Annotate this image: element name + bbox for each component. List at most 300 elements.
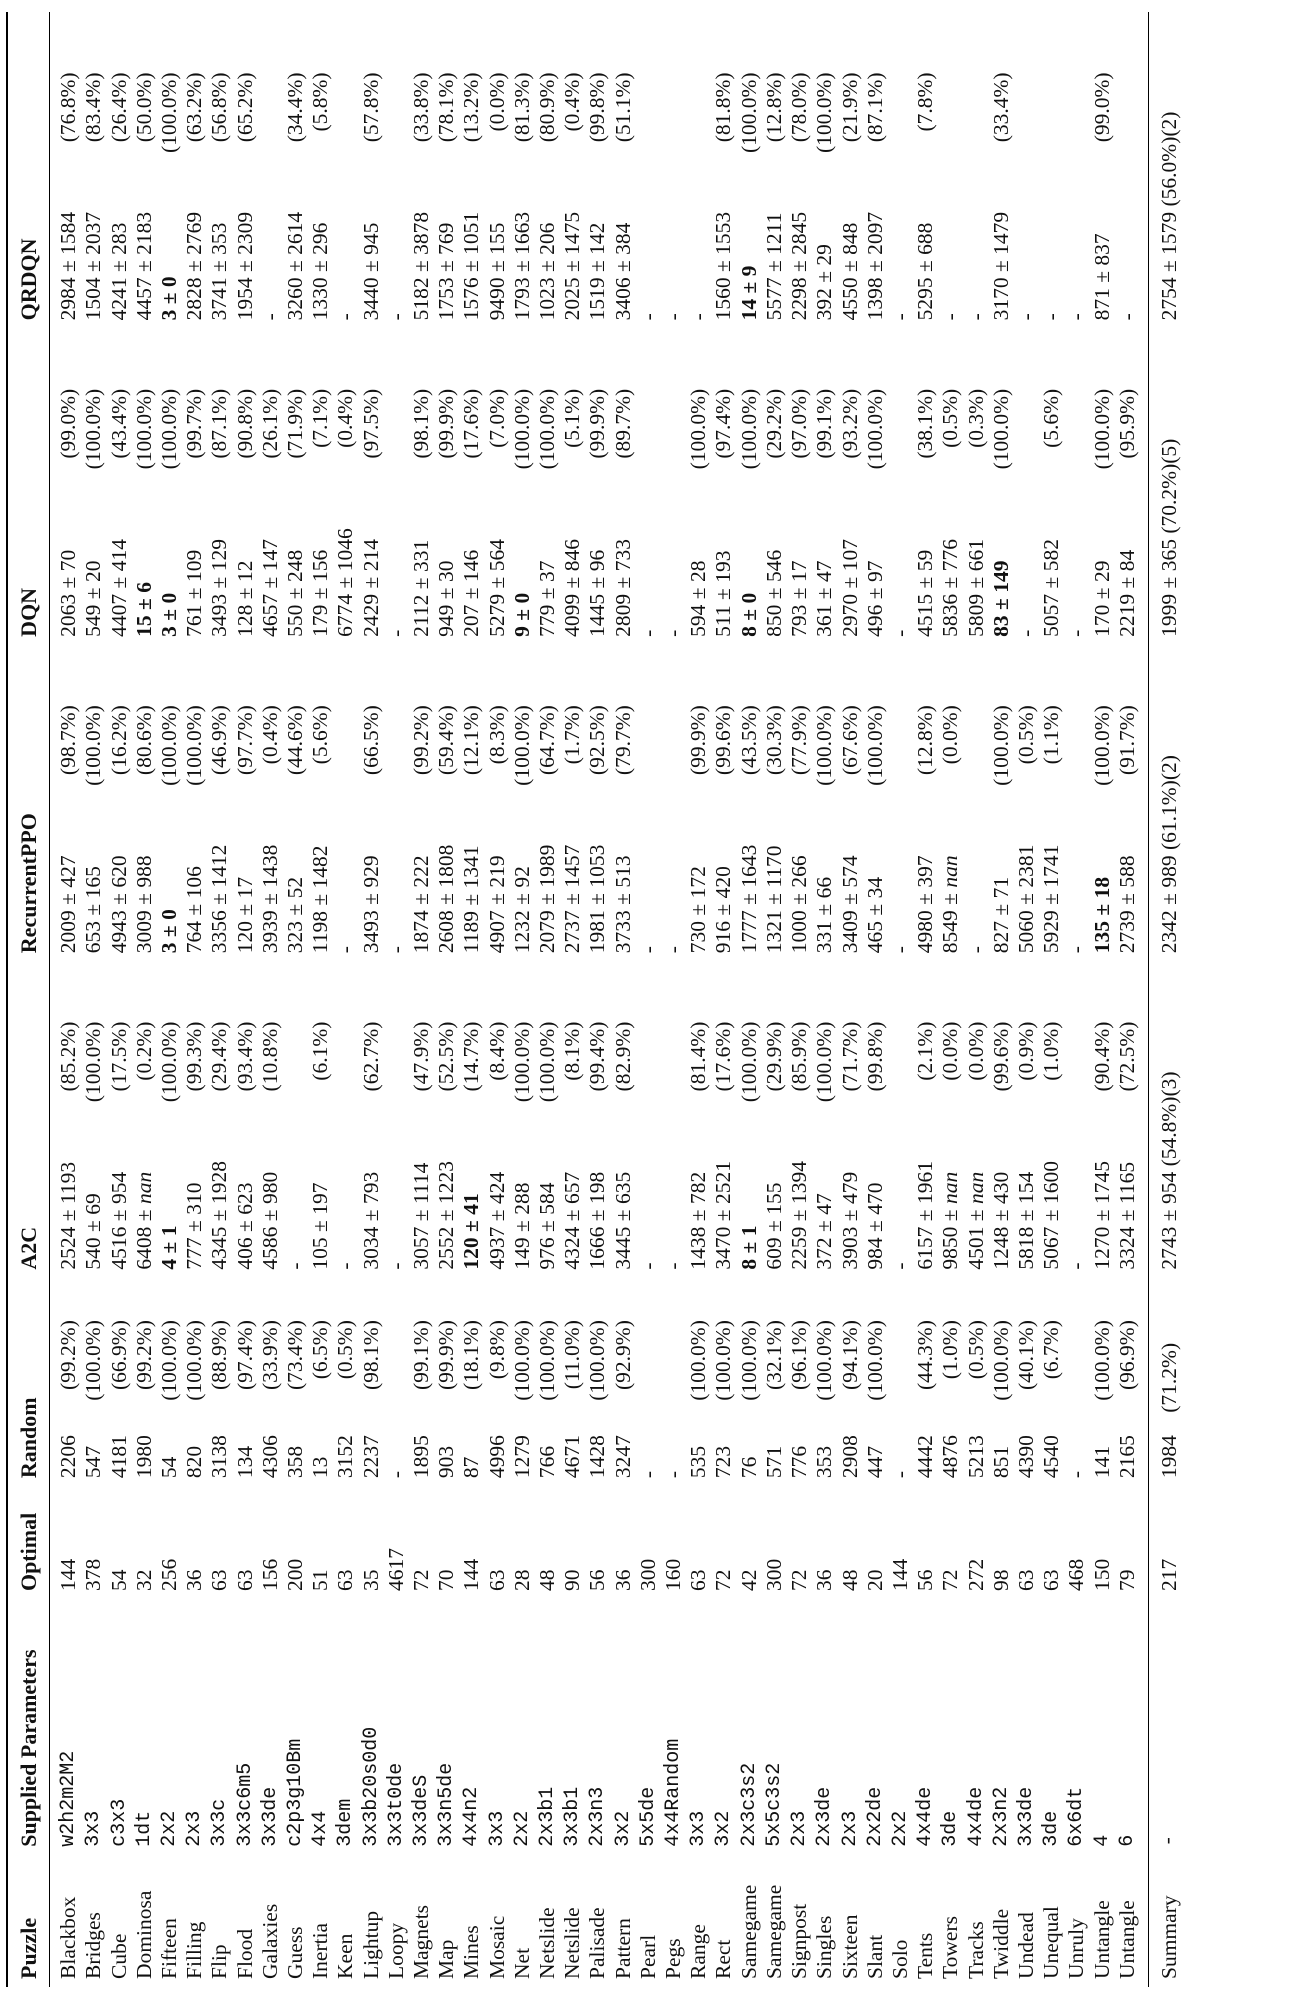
cell-dqn	[737, 328, 762, 644]
cell-optimal: 56	[585, 1569, 610, 1592]
cell-random: 535(100.0%)	[686, 1320, 711, 1479]
recurrentppo-mean-std: 135 ± 18	[1089, 876, 1114, 954]
dqn-success-rate: (29.2%)	[761, 388, 786, 459]
cell-dqn	[258, 328, 283, 644]
dqn-mean-std: -	[635, 629, 660, 637]
table-row	[107, 12, 132, 1987]
cell-qrdqn	[50, 12, 82, 328]
cell-dqn	[686, 328, 711, 644]
cell-a2c	[535, 961, 560, 1277]
dqn-success-rate: (99.9%)	[585, 388, 610, 459]
a2c-success-rate: (14.7%)	[459, 1021, 484, 1092]
table-row	[510, 12, 535, 1987]
cell-optimal: 54	[106, 1569, 131, 1592]
cell-puzzle: Samegame	[736, 1884, 761, 1979]
recurrentppo-success-rate: (16.2%)	[106, 705, 131, 776]
dqn-success-rate: (100.0%)	[81, 388, 106, 470]
a2c-success-rate: (85.2%)	[56, 1021, 81, 1092]
cell-qrdqn	[989, 12, 1014, 328]
a2c-mean-std: 540 ± 69	[81, 1193, 106, 1270]
table-row	[913, 12, 938, 1987]
dqn-mean-std: 949 ± 30	[434, 560, 459, 637]
cell-a2c	[560, 961, 585, 1277]
cell-recurrentppo	[333, 645, 358, 961]
a2c-mean-std: -	[887, 1262, 912, 1270]
cell-random: 3138(88.9%)	[207, 1320, 232, 1479]
a2c-mean-std: 1666 ± 198	[585, 1171, 610, 1270]
a2c-success-rate: (93.4%)	[232, 1021, 257, 1092]
qrdqn-mean-std: 1576 ± 1051	[459, 211, 484, 321]
cell-qrdqn	[812, 12, 837, 328]
dqn-mean-std: 2063 ± 70	[56, 549, 81, 637]
cell-qrdqn	[359, 12, 384, 328]
qrdqn-mean-std: 3741 ± 353	[207, 222, 232, 321]
qrdqn-success-rate: (0.0%)	[484, 72, 509, 132]
cell-dqn	[585, 328, 610, 644]
dqn-mean-std: 550 ± 248	[283, 549, 308, 637]
qrdqn-success-rate: (33.4%)	[988, 72, 1013, 143]
cell-a2c	[661, 961, 686, 1277]
cell-a2c	[938, 961, 963, 1277]
cell-a2c	[207, 961, 232, 1277]
cell-params: 2x3c3s2	[737, 1762, 761, 1847]
qrdqn-mean-std: -	[661, 313, 686, 321]
cell-dqn	[107, 328, 132, 644]
cell-random: 547(100.0%)	[81, 1320, 106, 1479]
qrdqn-mean-std: -	[1114, 313, 1139, 321]
cell-optimal: 42	[736, 1569, 761, 1592]
cell-params: 3x3	[485, 1810, 509, 1847]
qrdqn-success-rate: (5.8%)	[308, 72, 333, 132]
qrdqn-mean-std: -	[1039, 313, 1064, 321]
table-row	[1014, 12, 1039, 1987]
cell-params: 3de	[939, 1810, 963, 1847]
recurrentppo-success-rate: (100.0%)	[182, 705, 207, 786]
dqn-success-rate: (0.4%)	[333, 388, 358, 448]
cell-dqn	[535, 328, 560, 644]
recurrentppo-mean-std: 1232 ± 92	[509, 866, 534, 954]
cell-recurrentppo	[1090, 645, 1115, 961]
table-row	[333, 12, 358, 1987]
qrdqn-mean-std: 871 ± 837	[1089, 233, 1114, 321]
recurrentppo-mean-std: 730 ± 172	[686, 866, 711, 954]
cell-dqn	[510, 328, 535, 644]
dqn-mean-std: 1445 ± 96	[585, 549, 610, 637]
qrdqn-mean-std: 1793 ± 1663	[509, 211, 534, 321]
cell-puzzle: Solo	[887, 1939, 912, 1979]
a2c-mean-std: 4345 ± 1928	[207, 1161, 232, 1270]
recurrentppo-mean-std: -	[661, 946, 686, 954]
dqn-success-rate: (100.0%)	[686, 388, 711, 470]
recurrentppo-success-rate: (79.7%)	[610, 705, 635, 776]
dqn-mean-std: -	[661, 629, 686, 637]
recurrentppo-success-rate: (12.8%)	[913, 705, 938, 776]
dqn-mean-std: 793 ± 17	[787, 560, 812, 637]
cell-random: -	[661, 1470, 686, 1479]
cell-puzzle: Untangle	[1114, 1900, 1139, 1979]
cell-qrdqn	[485, 12, 510, 328]
cell-optimal: 48	[837, 1569, 862, 1592]
table-row	[485, 12, 510, 1987]
summary-body	[1148, 12, 1188, 1987]
cell-qrdqn	[535, 12, 560, 328]
cell-recurrentppo	[207, 645, 232, 961]
cell-recurrentppo	[812, 645, 837, 961]
cell-a2c	[182, 961, 207, 1277]
cell-optimal: 4617	[383, 1548, 408, 1592]
dqn-success-rate: (7.0%)	[484, 388, 509, 448]
dqn-mean-std: 5279 ± 564	[484, 539, 509, 637]
cell-optimal: 98	[988, 1569, 1013, 1592]
recurrentppo-success-rate: (1.7%)	[560, 705, 585, 765]
cell-a2c	[913, 961, 938, 1277]
table-row	[838, 12, 863, 1987]
cell-dqn	[384, 328, 409, 644]
table-row	[611, 12, 636, 1987]
qrdqn-mean-std: 2984 ± 1584	[56, 211, 81, 321]
recurrentppo-mean-std: 3356 ± 1412	[207, 844, 232, 954]
cell-optimal: 36	[812, 1569, 837, 1592]
header-row	[10, 12, 50, 1987]
cell-recurrentppo	[888, 645, 913, 961]
qrdqn-mean-std: 3440 ± 945	[358, 222, 383, 321]
cell-dqn	[1064, 328, 1089, 644]
table-row	[182, 12, 207, 1987]
dqn-success-rate: (26.1%)	[257, 388, 282, 459]
cell-random: 353(100.0%)	[812, 1320, 837, 1479]
recurrentppo-mean-std: -	[887, 946, 912, 954]
dqn-mean-std: 5057 ± 582	[1039, 539, 1064, 637]
recurrentppo-mean-std: 331 ± 66	[812, 876, 837, 954]
table-row	[762, 12, 787, 1987]
cell-random: 4876(1.0%)	[938, 1320, 963, 1479]
qrdqn-mean-std: 392 ± 29	[812, 244, 837, 321]
a2c-mean-std: 6408 ± nan	[131, 1171, 156, 1270]
cell-dqn	[50, 328, 82, 644]
cell-a2c	[50, 961, 82, 1277]
cell-recurrentppo	[233, 645, 258, 961]
cell-random: -	[1064, 1470, 1089, 1479]
cell-a2c	[510, 961, 535, 1277]
cell-random: 447(100.0%)	[862, 1320, 887, 1479]
cell-puzzle: Rect	[711, 1939, 736, 1979]
summary-qrdqn: 2754 ± 1579 (56.0%)(2)	[1156, 111, 1181, 321]
cell-qrdqn	[308, 12, 333, 328]
cell-params: 2x3	[788, 1810, 812, 1847]
cell-puzzle: Fifteen	[157, 1918, 182, 1979]
cell-params: 4x4de	[964, 1786, 988, 1847]
cell-puzzle: Cube	[106, 1933, 131, 1979]
cell-a2c	[258, 961, 283, 1277]
dqn-success-rate: (89.7%)	[610, 388, 635, 459]
a2c-success-rate: (100.0%)	[157, 1021, 182, 1103]
cell-recurrentppo	[359, 645, 384, 961]
cell-dqn	[661, 328, 686, 644]
cell-params: 3x3deS	[410, 1774, 434, 1847]
dqn-mean-std: 850 ± 546	[761, 549, 786, 637]
cell-puzzle: Map	[434, 1939, 459, 1979]
dqn-mean-std: 207 ± 146	[459, 549, 484, 637]
cell-dqn	[459, 328, 484, 644]
cell-puzzle: Bridges	[81, 1912, 106, 1979]
recurrentppo-success-rate: (100.0%)	[157, 705, 182, 786]
a2c-mean-std: -	[1064, 1262, 1089, 1270]
dqn-success-rate: (100.0%)	[131, 388, 156, 470]
qrdqn-mean-std: 1954 ± 2309	[232, 211, 257, 321]
cell-puzzle: Mines	[459, 1925, 484, 1979]
cell-optimal: 156	[257, 1558, 282, 1592]
recurrentppo-mean-std: 916 ± 420	[711, 866, 736, 954]
cell-optimal: 36	[610, 1569, 635, 1592]
qrdqn-mean-std: 3260 ± 2614	[283, 211, 308, 321]
dqn-success-rate: (100.0%)	[509, 388, 534, 470]
cell-recurrentppo	[661, 645, 686, 961]
cell-a2c	[1090, 961, 1115, 1277]
dqn-success-rate: (5.6%)	[1039, 388, 1064, 448]
cell-optimal: 468	[1064, 1558, 1089, 1592]
recurrentppo-success-rate: (5.6%)	[308, 705, 333, 765]
a2c-mean-std: -	[383, 1262, 408, 1270]
cell-dqn	[964, 328, 989, 644]
cell-qrdqn	[1115, 12, 1149, 328]
a2c-success-rate: (8.4%)	[484, 1021, 509, 1081]
table-row	[1115, 12, 1149, 1987]
cell-dqn	[434, 328, 459, 644]
recurrentppo-success-rate: (66.5%)	[358, 705, 383, 776]
recurrentppo-success-rate: (12.1%)	[459, 705, 484, 776]
cell-params: 3x3de	[1014, 1786, 1038, 1847]
dqn-success-rate: (100.0%)	[862, 388, 887, 470]
cell-optimal: 72	[787, 1569, 812, 1592]
qrdqn-mean-std: 1398 ± 2097	[862, 211, 887, 321]
recurrentppo-success-rate: (100.0%)	[509, 705, 534, 786]
cell-a2c	[308, 961, 333, 1277]
a2c-mean-std: 4501 ± nan	[963, 1171, 988, 1270]
dqn-mean-std: 511 ± 193	[711, 550, 736, 637]
recurrentppo-mean-std: 1321 ± 1170	[761, 845, 786, 954]
dqn-mean-std: 179 ± 156	[308, 549, 333, 637]
cell-qrdqn	[787, 12, 812, 328]
a2c-mean-std: 609 ± 155	[761, 1182, 786, 1270]
a2c-success-rate: (52.5%)	[434, 1021, 459, 1092]
qrdqn-mean-std: 1753 ± 769	[434, 222, 459, 321]
cell-optimal: 20	[862, 1569, 887, 1592]
table-row	[661, 12, 686, 1987]
cell-optimal: 300	[635, 1558, 660, 1592]
dqn-success-rate: (100.0%)	[988, 388, 1013, 470]
results-table	[10, 12, 1188, 1987]
cell-a2c	[1064, 961, 1089, 1277]
cell-qrdqn	[661, 12, 686, 328]
recurrentppo-success-rate: (44.6%)	[283, 705, 308, 776]
cell-recurrentppo	[409, 645, 434, 961]
cell-params: 2x3n2	[989, 1786, 1013, 1847]
a2c-mean-std: 120 ± 41	[459, 1193, 484, 1270]
cell-random: 903(99.9%)	[434, 1320, 459, 1479]
cell-params: 3x3b1	[561, 1786, 585, 1847]
cell-recurrentppo	[107, 645, 132, 961]
recurrentppo-mean-std: 2608 ± 1808	[434, 844, 459, 954]
cell-params: 3x3b20s0d0	[359, 1726, 383, 1847]
cell-dqn	[182, 328, 207, 644]
cell-dqn	[560, 328, 585, 644]
qrdqn-success-rate: (33.8%)	[409, 72, 434, 143]
dqn-mean-std: 4515 ± 59	[913, 549, 938, 637]
cell-optimal: 63	[207, 1569, 232, 1592]
dqn-mean-std: 496 ± 97	[862, 560, 887, 637]
cell-optimal: 63	[1039, 1569, 1064, 1592]
a2c-success-rate: (2.1%)	[913, 1021, 938, 1081]
table-row	[888, 12, 913, 1987]
cell-a2c	[333, 961, 358, 1277]
cell-params: 4x4	[309, 1810, 333, 1847]
cell-a2c	[233, 961, 258, 1277]
recurrentppo-mean-std: 3409 ± 574	[837, 855, 862, 954]
a2c-mean-std: 976 ± 584	[535, 1182, 560, 1270]
dqn-mean-std: 6774 ± 1046	[333, 528, 358, 637]
table-body	[50, 12, 1149, 1987]
recurrentppo-success-rate: (100.0%)	[862, 705, 887, 786]
a2c-success-rate: (99.8%)	[862, 1021, 887, 1092]
recurrentppo-mean-std: 3939 ± 1438	[257, 844, 282, 954]
qrdqn-success-rate: (80.9%)	[535, 72, 560, 143]
cell-optimal: 63	[333, 1569, 358, 1592]
a2c-success-rate: (17.6%)	[711, 1021, 736, 1092]
dqn-mean-std: 2429 ± 214	[358, 539, 383, 637]
cell-qrdqn	[737, 12, 762, 328]
dqn-success-rate: (90.8%)	[232, 388, 257, 459]
cell-dqn	[1014, 328, 1039, 644]
cell-a2c	[888, 961, 913, 1277]
cell-random: 776(96.1%)	[787, 1320, 812, 1479]
recurrentppo-mean-std: 2009 ± 427	[56, 855, 81, 954]
cell-params: 4x4n2	[460, 1786, 484, 1847]
dqn-mean-std: 361 ± 47	[812, 560, 837, 637]
cell-puzzle: Magnets	[409, 1904, 434, 1979]
cell-dqn	[81, 328, 106, 644]
a2c-success-rate: (82.9%)	[610, 1021, 635, 1092]
qrdqn-mean-std: 1560 ± 1553	[711, 211, 736, 321]
cell-optimal: 79	[1114, 1569, 1139, 1592]
cell-puzzle: Towers	[938, 1916, 963, 1979]
qrdqn-success-rate: (65.2%)	[232, 72, 257, 143]
a2c-success-rate: (29.4%)	[207, 1021, 232, 1092]
cell-puzzle: Blackbox	[56, 1896, 81, 1979]
table-row	[81, 12, 106, 1987]
cell-recurrentppo	[434, 645, 459, 961]
recurrentppo-success-rate: (8.3%)	[484, 705, 509, 765]
cell-params: 2x3	[838, 1810, 862, 1847]
qrdqn-success-rate: (87.1%)	[862, 72, 887, 143]
table-row	[686, 12, 711, 1987]
qrdqn-success-rate: (81.8%)	[711, 72, 736, 143]
cell-params: 3x3c6m5	[233, 1762, 257, 1847]
cell-params: 3x3n5de	[435, 1762, 459, 1847]
cell-puzzle: Palisade	[585, 1907, 610, 1979]
cell-random: 4181(66.9%)	[106, 1320, 131, 1479]
cell-random: -	[887, 1470, 912, 1479]
a2c-success-rate: (90.4%)	[1089, 1021, 1114, 1092]
header-recurrentppo: RecurrentPPO	[16, 813, 41, 954]
qrdqn-success-rate: (34.4%)	[283, 72, 308, 143]
cell-puzzle: Unequal	[1039, 1906, 1064, 1979]
cell-random: 723(100.0%)	[711, 1320, 736, 1479]
dqn-mean-std: -	[1064, 629, 1089, 637]
recurrentppo-mean-std: -	[963, 946, 988, 954]
dqn-mean-std: 2809 ± 733	[610, 539, 635, 637]
cell-params: 2x2	[158, 1810, 182, 1847]
table-row	[787, 12, 812, 1987]
qrdqn-success-rate: (78.0%)	[787, 72, 812, 143]
dqn-mean-std: 3 ± 0	[157, 592, 182, 637]
recurrentppo-mean-std: -	[333, 946, 358, 954]
cell-a2c	[157, 961, 182, 1277]
a2c-mean-std: 3445 ± 635	[610, 1171, 635, 1270]
qrdqn-success-rate: (0.4%)	[560, 72, 585, 132]
cell-dqn	[283, 328, 308, 644]
dqn-mean-std: 761 ± 109	[182, 549, 207, 637]
qrdqn-success-rate: (99.8%)	[585, 72, 610, 143]
recurrentppo-success-rate: (99.9%)	[686, 705, 711, 776]
cell-recurrentppo	[1039, 645, 1064, 961]
cell-puzzle: Tracks	[963, 1921, 988, 1979]
summary-recurrentppo: 2342 ± 989 (61.1%)(2)	[1156, 755, 1181, 954]
cell-a2c	[838, 961, 863, 1277]
table-row	[207, 12, 232, 1987]
qrdqn-success-rate: (78.1%)	[434, 72, 459, 143]
cell-optimal: 32	[131, 1569, 156, 1592]
cell-random: 1428(100.0%)	[585, 1320, 610, 1479]
a2c-success-rate: (0.2%)	[131, 1021, 156, 1081]
a2c-mean-std: 3470 ± 2521	[711, 1161, 736, 1270]
recurrentppo-success-rate: (98.7%)	[56, 705, 81, 776]
recurrentppo-success-rate: (59.4%)	[434, 705, 459, 776]
dqn-success-rate: (100.0%)	[736, 388, 761, 470]
cell-recurrentppo	[711, 645, 736, 961]
cell-dqn	[1039, 328, 1064, 644]
qrdqn-mean-std: -	[887, 313, 912, 321]
dqn-mean-std: 549 ± 20	[81, 560, 106, 637]
dqn-mean-std: 8 ± 0	[736, 592, 761, 637]
cell-a2c	[1014, 961, 1039, 1277]
dqn-success-rate: (87.1%)	[207, 388, 232, 459]
cell-a2c	[812, 961, 837, 1277]
a2c-success-rate: (85.9%)	[787, 1021, 812, 1092]
table-row	[964, 12, 989, 1987]
recurrentppo-success-rate: (100.0%)	[988, 705, 1013, 786]
cell-params: c2p3g10Bm	[284, 1738, 308, 1847]
a2c-mean-std: 3034 ± 793	[358, 1171, 383, 1270]
cell-qrdqn	[258, 12, 283, 328]
cell-qrdqn	[636, 12, 661, 328]
cell-qrdqn	[560, 12, 585, 328]
a2c-success-rate: (100.0%)	[535, 1021, 560, 1103]
cell-puzzle: Flip	[207, 1944, 232, 1979]
qrdqn-mean-std: -	[686, 313, 711, 321]
cell-puzzle: Pearl	[635, 1934, 660, 1979]
cell-qrdqn	[888, 12, 913, 328]
cell-a2c	[636, 961, 661, 1277]
table-row	[560, 12, 585, 1987]
cell-puzzle: Inertia	[308, 1922, 333, 1979]
dqn-mean-std: 9 ± 0	[509, 592, 534, 637]
cell-puzzle: Slant	[862, 1934, 887, 1979]
cell-optimal: 256	[157, 1558, 182, 1592]
recurrentppo-mean-std: 827 ± 71	[988, 876, 1013, 954]
cell-random: 76(100.0%)	[736, 1320, 761, 1479]
summary-label: Summary	[1156, 1895, 1181, 1979]
a2c-success-rate: (0.9%)	[1013, 1021, 1038, 1081]
